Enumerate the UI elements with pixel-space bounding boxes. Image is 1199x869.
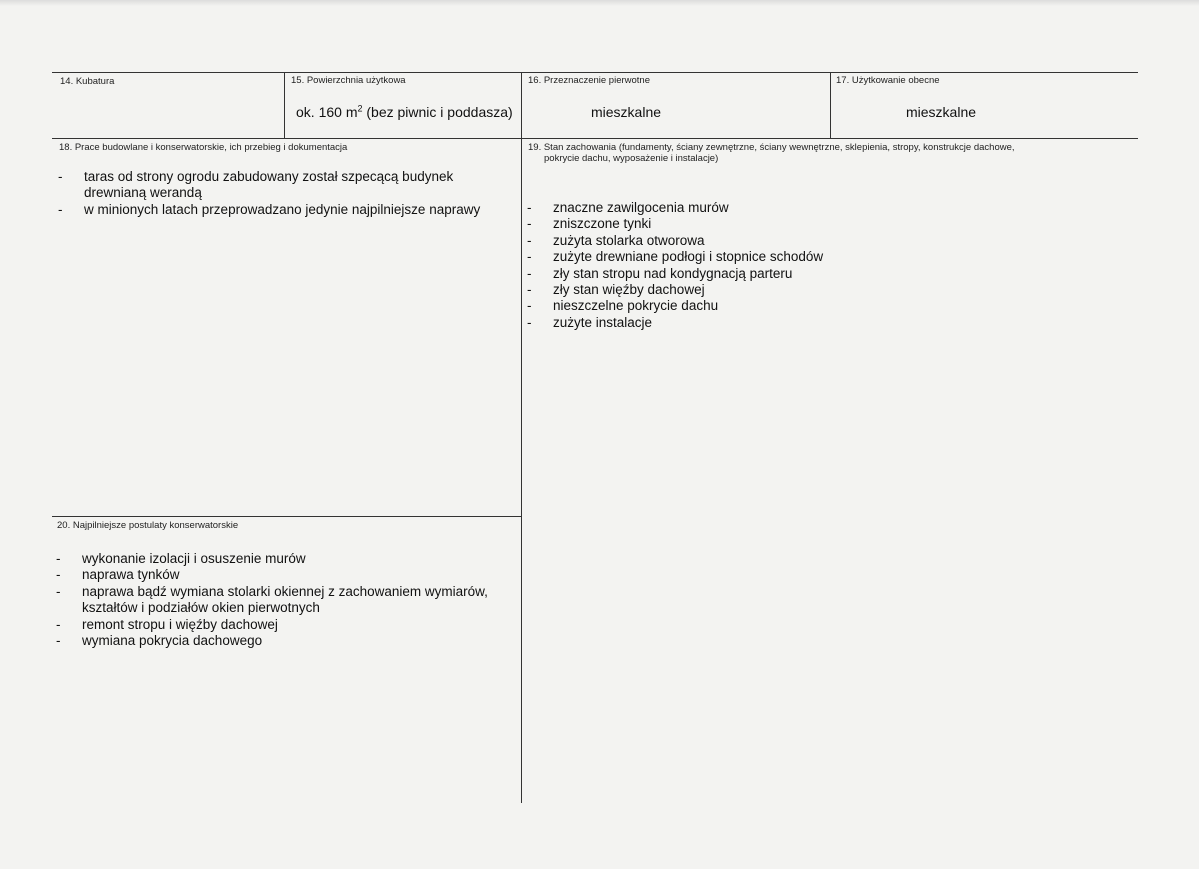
list-item [527,266,823,282]
field-15-value-suffix: (bez piwnic i poddasza) [362,104,513,120]
field-17-value: mieszkalne [906,104,977,120]
field-19-label-line1: 19. Stan zachowania (fundamenty, ściany zewnętrzne, ściany wewnętrzne, sklepienia, stropy, konstrukcje dachowe, [528,142,1015,153]
bullet-dash: - [527,249,532,265]
list-item-text: w minionych latach przeprowadzano jedynie najpilniejsze naprawy [84,201,481,217]
list-item [58,169,484,202]
field-16-value: mieszkalne [591,104,662,120]
list-item [527,233,823,249]
field-15-value-sup: 2 [357,103,363,114]
list-item [56,617,512,633]
bullet-dash: - [527,265,532,281]
row1-bottom-border [52,138,1138,139]
scan-edge [0,0,1199,6]
field-19-list [527,200,823,331]
bullet-dash: - [58,201,63,217]
bullet-dash: - [56,551,61,566]
box18-bottom-border [52,516,521,517]
list-item [527,298,823,314]
field-14-label: 14. Kubatura [60,76,115,87]
list-item [527,282,823,298]
list-item [527,315,823,331]
bullet-dash: - [527,282,532,298]
bullet-dash: - [527,232,532,248]
field-15-value-main: ok. 160 m [296,104,358,120]
col-divider-1 [284,72,285,138]
list-item-text: zużyte drewniane podłogi i stopnice schodów [553,249,824,265]
col-divider-3 [830,72,831,138]
list-item-text: zużyte instalacje [553,314,653,330]
list-item-text: nieszczelne pokrycie dachu [553,298,719,314]
list-item-text: taras od strony ogrodu zabudowany został szpecącą budynek drewnianą werandą [84,169,454,201]
list-item-text: naprawa bądź wymiana stolarki okiennej z zachowaniem wymiarów, kształtów i podziałów okien pierwotnych [82,583,488,616]
field-19-label-line2: pokrycie dachu, wyposażenie i instalacje) [544,153,719,164]
bullet-dash: - [527,216,532,232]
list-item-text: zniszczone tynki [553,216,652,232]
list-item-text: zły stan więźby dachowej [553,282,705,298]
list-item-text: zły stan stropu nad kondygnacją parteru [553,265,793,281]
top-border [52,72,1138,73]
list-item [527,200,823,216]
bullet-dash: - [56,616,61,632]
list-item [56,633,512,649]
list-item [56,551,512,567]
list-item-text: znaczne zawilgocenia murów [553,200,729,215]
list-item [527,249,823,265]
bullet-dash: - [527,200,532,215]
field-16-label: 16. Przeznaczenie pierwotne [528,75,650,86]
field-15-label: 15. Powierzchnia użytkowa [291,75,406,86]
list-item-text: naprawa tynków [82,567,180,583]
bullet-dash: - [56,633,61,649]
field-18-label: 18. Prace budowlane i konserwatorskie, ich przebieg i dokumentacja [59,142,348,153]
bullet-dash: - [56,583,61,599]
list-item [58,202,484,218]
bullet-dash: - [527,298,532,314]
field-20-list [56,551,512,649]
list-item [56,584,512,617]
list-item-text: zużyta stolarka otworowa [553,232,705,248]
field-17-label: 17. Użytkowanie obecne [836,75,940,86]
bullet-dash: - [58,169,63,184]
field-20-label: 20. Najpilniejsze postulaty konserwatorskie [57,520,239,531]
field-18-list [58,169,484,218]
list-item-text: wymiana pokrycia dachowego [82,633,263,649]
list-item [527,216,823,232]
list-item-text: remont stropu i więźby dachowej [82,616,278,632]
col-divider-main [521,72,522,803]
bullet-dash: - [527,314,532,330]
bullet-dash: - [56,567,61,583]
list-item-text: wykonanie izolacji i osuszenie murów [82,551,306,566]
field-15-value [296,104,513,120]
list-item [56,567,512,583]
